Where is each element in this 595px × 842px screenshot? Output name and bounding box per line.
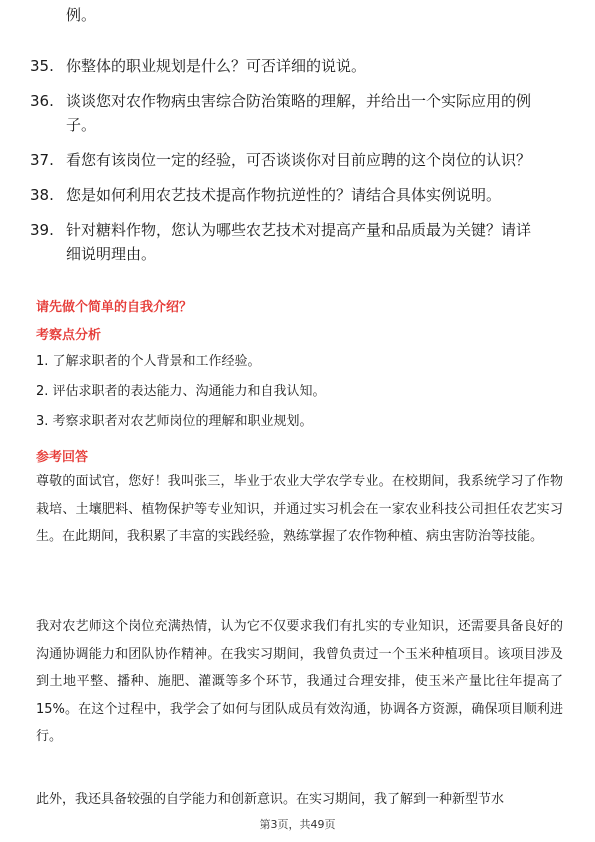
question-text: 看您有该岗位一定的经验，可否谈谈你对目前应聘的这个岗位的认识？: [66, 151, 532, 169]
answer-paragraph: 尊敬的面试官，您好！我叫张三，毕业于农业大学农学专业。在校期间，我系统学习了作物栽培、土壤肥料、植物保护等专业知识，并通过实习机会在一家农业科技公司担任农艺实习生。在此期间，我积累了丰富的实践经验，熟练掌握了农作物种植、病虫害防治等技能。: [36, 474, 563, 544]
page-footer: 第3页，共49页: [259, 818, 336, 831]
question-item: [30, 148, 570, 172]
question-text: 针对糖料作物，您认为哪些农艺技术对提高产量和品质最为关键？请详细说明理由。: [66, 221, 532, 263]
intro-question-heading: 请先做个简单的自我介绍？: [36, 300, 193, 315]
question-list: [30, 54, 570, 277]
question-number: 35.: [30, 57, 54, 75]
question-item: [30, 89, 570, 137]
question-item: [30, 218, 570, 266]
analysis-list: [36, 352, 566, 442]
question-item: [30, 54, 570, 78]
question-number: 38.: [30, 186, 54, 204]
answer-paragraph: 我对农艺师这个岗位充满热情，认为它不仅要求我们有扎实的专业知识，还需要具备良好的沟通协调能力和团队协作精神。在我实习期间，我曾负责过一个玉米种植项目。该项目涉及到土地平整、播种、施肥、灌溉等多个环节，我通过合理安排，使玉米产量比往年提高了15%。在这个过程中，我学会了如何与团队成员有效沟通，协调各方资源，确保项目顺利进行。: [36, 619, 563, 744]
analysis-point: 2. 评估求职者的表达能力、沟通能力和自我认知。: [36, 384, 326, 399]
question-number: 39.: [30, 221, 54, 239]
answer-paragraph: 此外，我还具备较强的自学能力和创新意识。在实习期间，我了解到一种新型节水: [36, 792, 505, 807]
question-text: 您是如何利用农艺技术提高作物抗逆性的？请结合具体实例说明。: [66, 186, 502, 204]
question-text: 谈谈您对农作物病虫害综合防治策略的理解，并给出一个实际应用的例子。: [66, 92, 532, 134]
analysis-point: 1. 了解求职者的个人背景和工作经验。: [36, 354, 261, 369]
question-item: [30, 183, 570, 207]
answer-heading: 参考回答: [36, 450, 89, 465]
question-text: 你整体的职业规划是什么？可否详细的说说。: [66, 57, 367, 75]
analysis-point: 3. 考察求职者对农艺师岗位的理解和职业规划。: [36, 414, 313, 429]
question-number: 36.: [30, 92, 54, 110]
question-number: 37.: [30, 151, 54, 169]
question-continuation: 例。: [66, 6, 97, 24]
analysis-heading: 考察点分析: [36, 328, 102, 343]
